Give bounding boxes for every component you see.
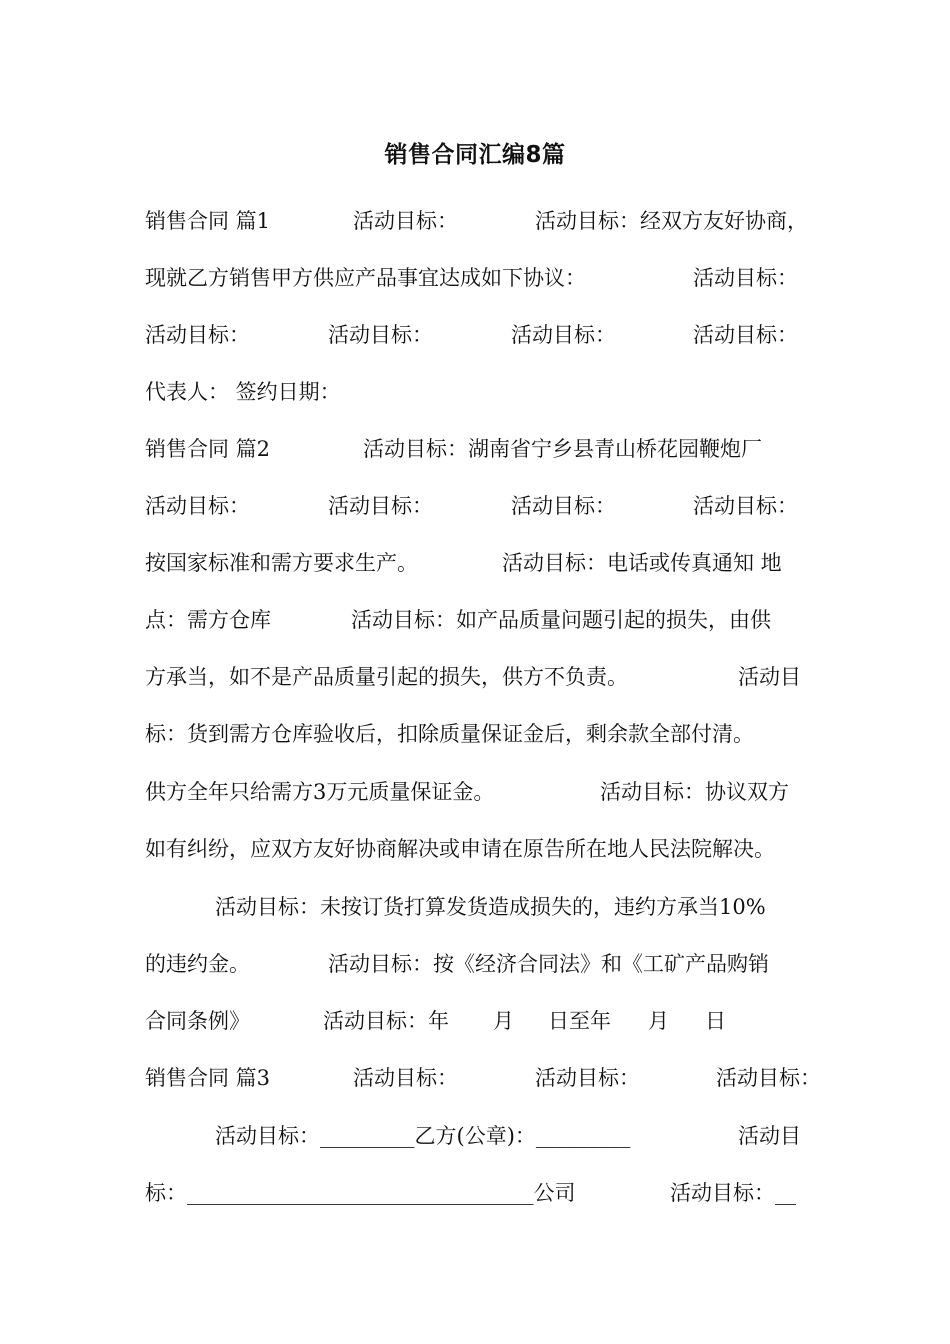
text-segment: 活动目标：经双方友好协商， [535, 209, 808, 233]
text-line [145, 1119, 840, 1153]
text-line [145, 546, 840, 580]
text-segment: 代表人： 签约日期： [145, 380, 341, 404]
text-segment: 按国家标准和需方要求生产。 [145, 551, 418, 575]
text-segment: 活动目标： [145, 494, 250, 518]
text-segment: 的违约金。 [145, 952, 250, 976]
section-heading: 销售合同 篇2 [145, 437, 271, 461]
text-segment: 活动目标： [328, 323, 433, 347]
text-segment: 活动目标： [693, 323, 798, 347]
text-segment: 活动目标： [716, 1066, 821, 1090]
text-segment: 供方全年只给需方3万元质量保证金。 [145, 780, 495, 804]
text-segment: 月 [648, 1009, 669, 1033]
text-segment: 活动目 [738, 1124, 801, 1148]
text-segment: 方承当，如不是产品质量引起的损失，供方不负责。 [145, 665, 628, 689]
text-line [145, 261, 840, 295]
text-line [145, 375, 840, 409]
text-segment: 活动目标：协议双方 [600, 780, 789, 804]
text-segment: 活动目标：电话或传真通知 地 [502, 551, 782, 575]
text-line [145, 432, 840, 466]
text-segment: 活动目标： [511, 323, 616, 347]
text-segment: 活动目标：按《经济合同法》和《工矿产品购销 [328, 952, 769, 976]
text-segment: 活动目标： [511, 494, 616, 518]
text-line [145, 1176, 840, 1210]
text-segment: 活动目标： [535, 1066, 640, 1090]
text-segment: 日 [705, 1009, 726, 1033]
text-segment: 活动目标： [693, 266, 798, 290]
text-segment: 活动目标：如产品质量问题引起的损失，由供 [351, 608, 771, 632]
text-line [145, 660, 840, 694]
text-segment: 日至年 [548, 1009, 611, 1033]
text-line [145, 775, 840, 809]
text-segment: 现就乙方销售甲方供应产品事宜达成如下协议： [145, 266, 586, 290]
text-segment: 活动目标： [693, 494, 798, 518]
text-segment: 活动目标： [328, 494, 433, 518]
text-segment: 活动目标：未按订货打算发货造成损失的，违约方承当10% [215, 895, 766, 919]
text-segment: 标：_________________________________公司 [145, 1181, 576, 1205]
text-segment: 活动目标： [353, 1066, 458, 1090]
document-title: 销售合同汇编8篇 [384, 142, 566, 168]
text-line [145, 832, 840, 866]
text-segment: 活动目标： [145, 323, 250, 347]
text-line [145, 717, 840, 751]
text-segment: 活动目标：年 [323, 1009, 449, 1033]
text-line [145, 318, 840, 352]
text-segment: 点：需方仓库 [145, 608, 271, 632]
text-line [145, 603, 840, 637]
text-segment: 活动目 [738, 665, 801, 689]
section-heading: 销售合同 篇3 [145, 1066, 271, 1090]
text-segment: 活动目标：湖南省宁乡县青山桥花园鞭炮厂 [363, 437, 762, 461]
text-segment: 标：货到需方仓库验收后，扣除质量保证金后，剩余款全部付清。 [145, 722, 754, 746]
text-segment: 活动目标：_________乙方(公章)：_________ [215, 1124, 631, 1148]
text-line [145, 1061, 840, 1095]
text-segment: 活动目标： [353, 209, 458, 233]
text-segment: 合同条例》 [145, 1009, 250, 1033]
section-heading: 销售合同 篇1 [145, 209, 271, 233]
text-segment: 活动目标：__ [670, 1181, 796, 1205]
text-line [145, 890, 840, 924]
text-line [145, 204, 840, 238]
text-line [145, 1004, 840, 1038]
text-line [145, 947, 840, 981]
text-line [145, 489, 840, 523]
text-segment: 月 [493, 1009, 514, 1033]
text-segment: 如有纠纷，应双方友好协商解决或申请在原告所在地人民法院解决。 [145, 837, 775, 861]
